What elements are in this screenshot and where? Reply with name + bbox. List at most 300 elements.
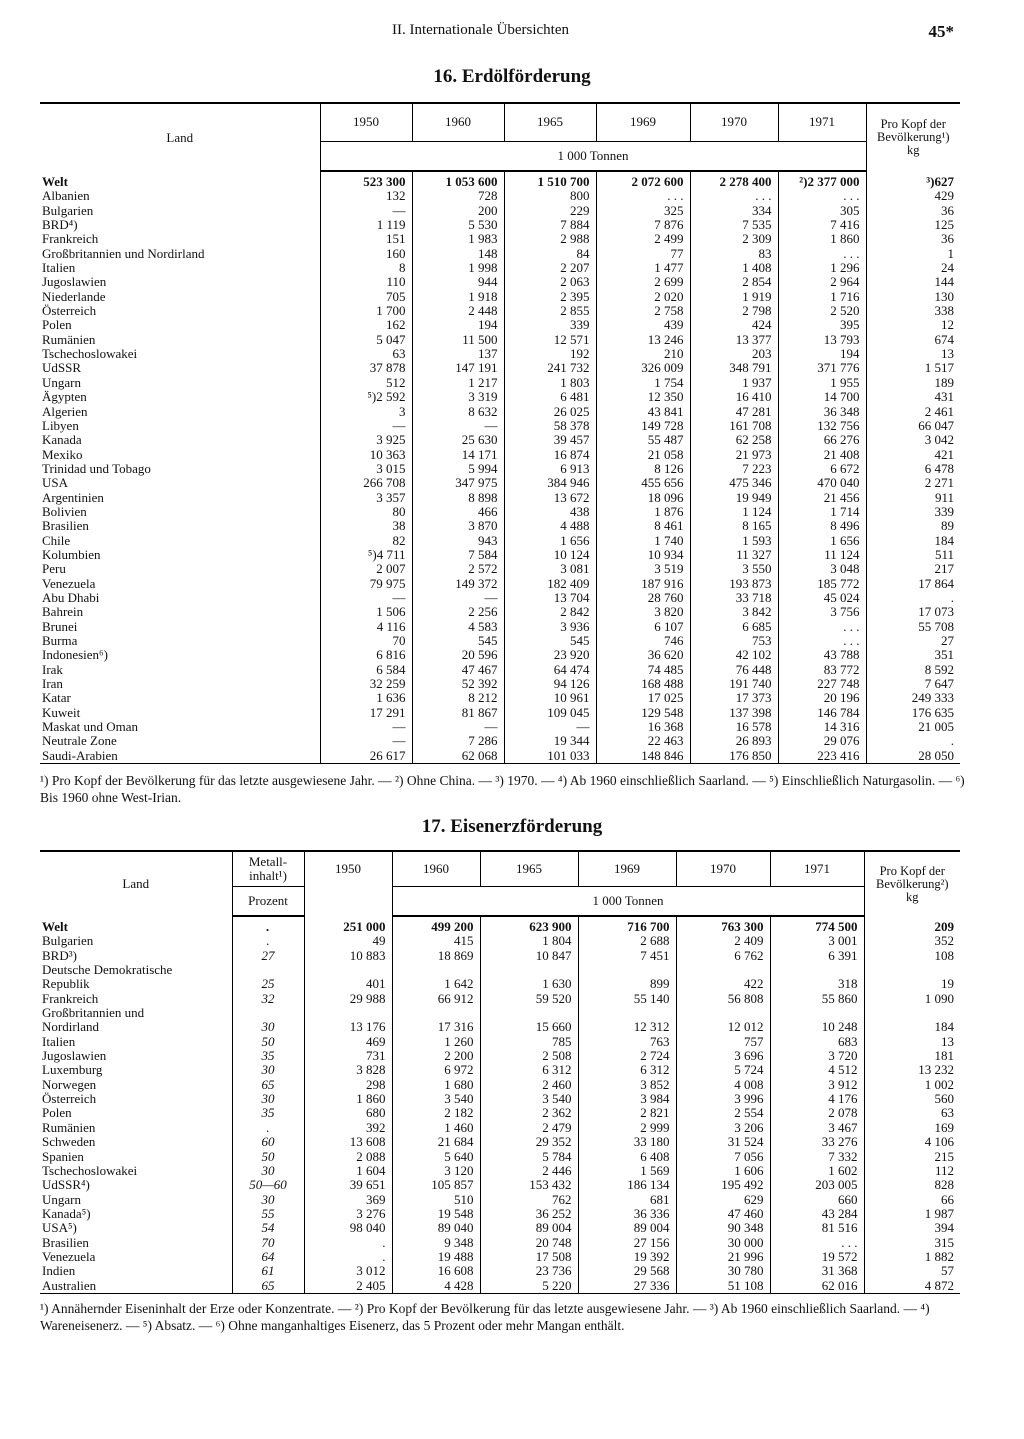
country-cell: Österreich: [42, 304, 97, 319]
value-cell: 1 714: [778, 505, 866, 519]
value-cell: . . .: [778, 634, 866, 648]
table-row: [40, 204, 960, 218]
value-cell: 3 852: [578, 1078, 676, 1092]
value-cell: 347 975: [412, 476, 504, 490]
value-cell: 8 898: [412, 491, 504, 505]
value-cell: 394: [864, 1221, 960, 1235]
value-cell: 17 025: [596, 691, 690, 705]
value-cell: 176 850: [690, 749, 778, 764]
value-cell: 3 048: [778, 562, 866, 576]
value-cell: 49: [304, 934, 392, 948]
value-cell: 438: [504, 505, 596, 519]
col-year: 1965: [504, 103, 596, 141]
table-row: [40, 1049, 960, 1063]
value-cell: 3 540: [480, 1092, 578, 1106]
table-row: [40, 949, 960, 963]
value-cell: 8: [320, 261, 412, 275]
unit-label: 1 000 Tonnen: [392, 886, 864, 916]
country-cell: Jugoslawien: [42, 275, 107, 290]
value-cell: [578, 1006, 676, 1020]
value-cell: 785: [480, 1035, 578, 1049]
value-cell: 51 108: [676, 1279, 770, 1294]
value-cell: 7 647: [866, 677, 960, 691]
value-cell: 12 350: [596, 390, 690, 404]
country-cell: BRD³): [42, 948, 77, 963]
value-cell: 705: [320, 290, 412, 304]
country-cell: Chile: [42, 533, 71, 548]
value-cell: 680: [304, 1106, 392, 1120]
value-cell: 3 828: [304, 1063, 392, 1077]
value-cell: 369: [304, 1193, 392, 1207]
value-cell: 181: [864, 1049, 960, 1063]
value-cell: 2 688: [578, 934, 676, 948]
value-cell: [676, 963, 770, 977]
country-cell: Albanien: [42, 189, 90, 204]
country-cell: Libyen: [42, 418, 79, 433]
value-cell: 112: [864, 1164, 960, 1178]
value-cell: 20 596: [412, 648, 504, 662]
value-cell: 753: [690, 634, 778, 648]
value-cell: 1 630: [480, 977, 578, 991]
value-cell: 7 876: [596, 218, 690, 232]
country-cell: Peru: [42, 562, 66, 577]
value-cell: 13 704: [504, 591, 596, 605]
country-cell: Maskat und Oman: [42, 720, 139, 735]
value-cell: 2 988: [504, 232, 596, 246]
value-cell: 203: [690, 347, 778, 361]
value-cell: 1 602: [770, 1164, 864, 1178]
value-cell: 2 446: [480, 1164, 578, 1178]
value-cell: 43 788: [778, 648, 866, 662]
value-cell: 65: [232, 1078, 304, 1092]
value-cell: 27: [232, 949, 304, 963]
value-cell: 1 510 700: [504, 171, 596, 189]
value-cell: 200: [412, 204, 504, 218]
value-cell: 3 081: [504, 562, 596, 576]
table-row: [40, 691, 960, 705]
table17-title: 17. Eisenerzförderung: [421, 816, 603, 837]
value-cell: 351: [866, 648, 960, 662]
value-cell: 55 140: [578, 992, 676, 1006]
value-cell: 11 500: [412, 333, 504, 347]
value-cell: 66: [864, 1193, 960, 1207]
country-cell: Republik: [42, 977, 90, 992]
value-cell: 1: [866, 247, 960, 261]
value-cell: 15 660: [480, 1020, 578, 1034]
value-cell: 66 912: [392, 992, 480, 1006]
value-cell: 8 496: [778, 519, 866, 533]
value-cell: 2 007: [320, 562, 412, 576]
country-cell: Großbritannien und: [42, 1006, 145, 1021]
table-row: [40, 347, 960, 361]
value-cell: 2 405: [304, 1279, 392, 1294]
table-row: [40, 1150, 960, 1164]
value-cell: 54: [232, 1221, 304, 1235]
col-land: Land: [40, 103, 320, 171]
value-cell: 2 020: [596, 290, 690, 304]
value-cell: 55: [232, 1207, 304, 1221]
value-cell: 2 699: [596, 275, 690, 289]
table-row: [40, 476, 960, 490]
value-cell: 3 550: [690, 562, 778, 576]
value-cell: 70: [232, 1236, 304, 1250]
table-row: [40, 1020, 960, 1034]
value-cell: 189: [866, 376, 960, 390]
country-cell: Frankreich: [42, 232, 99, 247]
value-cell: 58 378: [504, 419, 596, 433]
value-cell: 6 762: [676, 949, 770, 963]
value-cell: 7 451: [578, 949, 676, 963]
table-row: [40, 648, 960, 662]
value-cell: 18 869: [392, 949, 480, 963]
value-cell: 249 333: [866, 691, 960, 705]
value-cell: 728: [412, 189, 504, 203]
value-cell: 80: [320, 505, 412, 519]
value-cell: —: [320, 734, 412, 748]
value-cell: 3 696: [676, 1049, 770, 1063]
value-cell: 215: [864, 1150, 960, 1164]
value-cell: 149 372: [412, 577, 504, 591]
value-cell: 5 640: [392, 1150, 480, 1164]
value-cell: 3 936: [504, 620, 596, 634]
table-row: [40, 189, 960, 203]
value-cell: 227 748: [778, 677, 866, 691]
value-cell: 3 357: [320, 491, 412, 505]
value-cell: 31 368: [770, 1264, 864, 1278]
value-cell: . . .: [596, 189, 690, 203]
value-cell: 19 949: [690, 491, 778, 505]
value-cell: 32: [232, 992, 304, 1006]
value-cell: 1 477: [596, 261, 690, 275]
value-cell: 3 870: [412, 519, 504, 533]
value-cell: 828: [864, 1178, 960, 1192]
country-cell: Brasilien: [42, 519, 89, 534]
table-row: [40, 548, 960, 562]
table-row: [40, 591, 960, 605]
value-cell: 2 078: [770, 1106, 864, 1120]
value-cell: 50—60: [232, 1178, 304, 1192]
value-cell: 3 120: [392, 1164, 480, 1178]
value-cell: 25 630: [412, 433, 504, 447]
value-cell: 17 373: [690, 691, 778, 705]
value-cell: 11 124: [778, 548, 866, 562]
value-cell: 943: [412, 534, 504, 548]
value-cell: 65: [232, 1279, 304, 1294]
value-cell: 149 728: [596, 419, 690, 433]
value-cell: 187 916: [596, 577, 690, 591]
value-cell: [770, 963, 864, 977]
value-cell: 2 999: [578, 1121, 676, 1135]
value-cell: 1 937: [690, 376, 778, 390]
value-cell: 132: [320, 189, 412, 203]
value-cell: 10 124: [504, 548, 596, 562]
value-cell: 105 857: [392, 1178, 480, 1192]
value-cell: 39 457: [504, 433, 596, 447]
value-cell: 3 984: [578, 1092, 676, 1106]
value-cell: 45 024: [778, 591, 866, 605]
value-cell: 2 572: [412, 562, 504, 576]
value-cell: 229: [504, 204, 596, 218]
value-cell: 63: [320, 347, 412, 361]
table-row: [40, 505, 960, 519]
value-cell: 30 000: [676, 1236, 770, 1250]
value-cell: 6 672: [778, 462, 866, 476]
value-cell: 168 488: [596, 677, 690, 691]
value-cell: 13: [866, 347, 960, 361]
value-cell: 31 524: [676, 1135, 770, 1149]
value-cell: 1 740: [596, 534, 690, 548]
value-cell: 21 973: [690, 448, 778, 462]
value-cell: 19 572: [770, 1250, 864, 1264]
value-cell: 19 488: [392, 1250, 480, 1264]
value-cell: 2 854: [690, 275, 778, 289]
value-cell: 1 119: [320, 218, 412, 232]
value-cell: 3 001: [770, 934, 864, 948]
value-cell: 89 040: [392, 1221, 480, 1235]
value-cell: 1 408: [690, 261, 778, 275]
country-cell: BRD⁴): [42, 218, 78, 233]
country-cell: Trinidad und Tobago: [42, 461, 151, 476]
table-row: [40, 361, 960, 375]
col-year: 1969: [578, 851, 676, 886]
value-cell: 16 608: [392, 1264, 480, 1278]
value-cell: 2 798: [690, 304, 778, 318]
table-row: [40, 1236, 960, 1250]
table-row: [40, 963, 960, 977]
value-cell: 1 918: [412, 290, 504, 304]
value-cell: 194: [778, 347, 866, 361]
value-cell: 2 520: [778, 304, 866, 318]
value-cell: 455 656: [596, 476, 690, 490]
table-row: [40, 1264, 960, 1278]
value-cell: 499 200: [392, 916, 480, 934]
value-cell: 3: [320, 405, 412, 419]
value-cell: [480, 1006, 578, 1020]
value-cell: 4 116: [320, 620, 412, 634]
value-cell: [232, 963, 304, 977]
value-cell: 2 554: [676, 1106, 770, 1120]
value-cell: 55 860: [770, 992, 864, 1006]
value-cell: 9 348: [392, 1236, 480, 1250]
value-cell: 7 332: [770, 1150, 864, 1164]
value-cell: 22 463: [596, 734, 690, 748]
value-cell: 475 346: [690, 476, 778, 490]
value-cell: 20 196: [778, 691, 866, 705]
value-cell: .: [866, 734, 960, 748]
value-cell: 4 872: [864, 1279, 960, 1294]
value-cell: 23 736: [480, 1264, 578, 1278]
value-cell: 77: [596, 247, 690, 261]
value-cell: 74 485: [596, 663, 690, 677]
value-cell: 13 232: [864, 1063, 960, 1077]
value-cell: 266 708: [320, 476, 412, 490]
value-cell: 2 182: [392, 1106, 480, 1120]
value-cell: 2 256: [412, 605, 504, 619]
country-cell: Tschechoslowakei: [42, 1163, 138, 1178]
value-cell: 64 474: [504, 663, 596, 677]
value-cell: 4 488: [504, 519, 596, 533]
country-cell: Spanien: [42, 1149, 84, 1164]
value-cell: 1 090: [864, 992, 960, 1006]
table-row: [40, 1164, 960, 1178]
table16-footnote: ¹) Pro Kopf der Bevölkerung für das letzte ausgewiesene Jahr. — ²) Ohne China. — ³) 1970. — ⁴) Ab 1960 einschließlich Saarland. — ⁵) Einschließlich Naturgasolin. — ⁶) Bis 1960 ohne West-Irian.: [40, 773, 965, 805]
value-cell: 6 478: [866, 462, 960, 476]
value-cell: 89 004: [578, 1221, 676, 1235]
table-row: [40, 232, 960, 246]
value-cell: 193 873: [690, 577, 778, 591]
value-cell: 38: [320, 519, 412, 533]
value-cell: 4 106: [864, 1135, 960, 1149]
country-cell: Ungarn: [42, 375, 81, 390]
value-cell: 352: [864, 934, 960, 948]
value-cell: 348 791: [690, 361, 778, 375]
country-cell: Kanada: [42, 433, 82, 448]
value-cell: 2 964: [778, 275, 866, 289]
value-cell: 184: [864, 1020, 960, 1034]
value-cell: —: [412, 720, 504, 734]
col-pro-kopf: Pro Kopf der Bevölkerung²) kg: [864, 851, 960, 916]
value-cell: 2 271: [866, 476, 960, 490]
table17-eisenerz: [40, 850, 960, 1294]
value-cell: 30: [232, 1020, 304, 1034]
value-cell: 7 056: [676, 1150, 770, 1164]
country-cell: Kanada⁵): [42, 1206, 91, 1221]
table-row: [40, 663, 960, 677]
value-cell: 2 508: [480, 1049, 578, 1063]
value-cell: .: [232, 916, 304, 934]
table-row: [40, 1221, 960, 1235]
col-year: 1969: [596, 103, 690, 141]
table-row: [40, 1193, 960, 1207]
value-cell: 17 291: [320, 706, 412, 720]
value-cell: 2 072 600: [596, 171, 690, 189]
country-cell: Tschechoslowakei: [42, 347, 138, 362]
table-row: [40, 491, 960, 505]
value-cell: 147 191: [412, 361, 504, 375]
value-cell: —: [320, 720, 412, 734]
value-cell: 523 300: [320, 171, 412, 189]
value-cell: 10 961: [504, 691, 596, 705]
value-cell: [304, 1006, 392, 1020]
value-cell: 8 165: [690, 519, 778, 533]
value-cell: 90 348: [676, 1221, 770, 1235]
value-cell: 1 656: [778, 534, 866, 548]
value-cell: 3 206: [676, 1121, 770, 1135]
value-cell: 63: [864, 1106, 960, 1120]
value-cell: 27 336: [578, 1279, 676, 1294]
value-cell: 4 176: [770, 1092, 864, 1106]
value-cell: 2 448: [412, 304, 504, 318]
country-cell: Luxemburg: [42, 1063, 103, 1078]
table-row: [40, 376, 960, 390]
value-cell: [578, 963, 676, 977]
value-cell: 60: [232, 1135, 304, 1149]
value-cell: 13: [864, 1035, 960, 1049]
table-row: [40, 1178, 960, 1192]
country-cell: Italien: [42, 1034, 76, 1049]
table-row: [40, 634, 960, 648]
value-cell: ⁵)2 592: [320, 390, 412, 404]
value-cell: 6 584: [320, 663, 412, 677]
value-cell: 79 975: [320, 577, 412, 591]
value-cell: 3 276: [304, 1207, 392, 1221]
value-cell: . . .: [778, 247, 866, 261]
country-cell: Bahrein: [42, 605, 84, 620]
value-cell: 185 772: [778, 577, 866, 591]
value-cell: 30: [232, 1193, 304, 1207]
country-cell: Abu Dhabi: [42, 590, 100, 605]
country-cell: Nordirland: [42, 1020, 100, 1035]
country-cell: Ungarn: [42, 1192, 81, 1207]
value-cell: [480, 963, 578, 977]
value-cell: 512: [320, 376, 412, 390]
value-cell: .: [304, 1236, 392, 1250]
value-cell: 3 042: [866, 433, 960, 447]
col-pro-kopf: Pro Kopf der Bevölkerung¹) kg: [866, 103, 960, 171]
value-cell: 7 416: [778, 218, 866, 232]
value-cell: 30 780: [676, 1264, 770, 1278]
value-cell: 774 500: [770, 916, 864, 934]
value-cell: 6 972: [392, 1063, 480, 1077]
value-cell: 66 047: [866, 419, 960, 433]
value-cell: 110: [320, 275, 412, 289]
col-year: 1971: [770, 851, 864, 886]
value-cell: 5 784: [480, 1150, 578, 1164]
value-cell: 763 300: [676, 916, 770, 934]
value-cell: 19 392: [578, 1250, 676, 1264]
value-cell: . . .: [690, 189, 778, 203]
value-cell: 27: [866, 634, 960, 648]
value-cell: 660: [770, 1193, 864, 1207]
value-cell: 8 461: [596, 519, 690, 533]
value-cell: 161 708: [690, 419, 778, 433]
value-cell: 421: [866, 448, 960, 462]
value-cell: ⁵)4 711: [320, 548, 412, 562]
value-cell: 2 479: [480, 1121, 578, 1135]
value-cell: 8 126: [596, 462, 690, 476]
table-row: [40, 620, 960, 634]
value-cell: 42 102: [690, 648, 778, 662]
value-cell: 210: [596, 347, 690, 361]
value-cell: 83 772: [778, 663, 866, 677]
value-cell: 84: [504, 247, 596, 261]
value-cell: 19: [864, 977, 960, 991]
table-row: [40, 934, 960, 948]
table-row: [40, 734, 960, 748]
value-cell: 510: [392, 1193, 480, 1207]
value-cell: 81 867: [412, 706, 504, 720]
value-cell: ²)2 377 000: [778, 171, 866, 189]
col-metallinhalt: Metall-inhalt¹): [232, 851, 304, 886]
table-row: [40, 171, 960, 189]
value-cell: 2 063: [504, 275, 596, 289]
value-cell: 716 700: [578, 916, 676, 934]
value-cell: —: [320, 204, 412, 218]
value-cell: 28 760: [596, 591, 690, 605]
value-cell: 11 327: [690, 548, 778, 562]
value-cell: 4 428: [392, 1279, 480, 1294]
value-cell: . . .: [778, 189, 866, 203]
country-cell: Australien: [40, 1279, 232, 1294]
country-cell: Österreich: [42, 1092, 97, 1107]
country-cell: Frankreich: [42, 991, 99, 1006]
value-cell: 56 808: [676, 992, 770, 1006]
value-cell: 13 672: [504, 491, 596, 505]
value-cell: 5 220: [480, 1279, 578, 1294]
value-cell: 36: [866, 232, 960, 246]
value-cell: 7 223: [690, 462, 778, 476]
value-cell: 334: [690, 204, 778, 218]
